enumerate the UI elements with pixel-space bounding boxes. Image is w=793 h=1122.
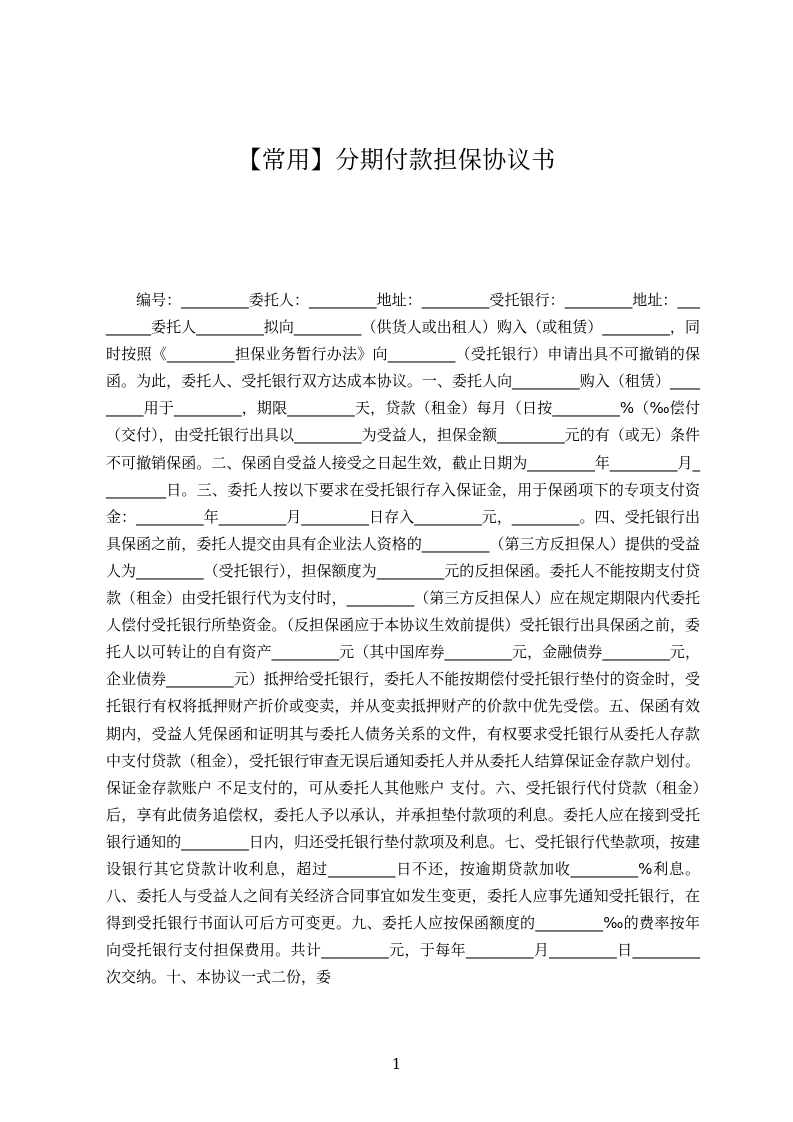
document-title: 【常用】分期付款担保协议书 [237, 146, 556, 174]
page-number: 1 [391, 1055, 402, 1073]
agreement-body-text: 编号：_________委托人：_________地址：_________受托银行：_________地址：_________委托人_________拟向_________（供货人或出租人）购入（或租赁）_________，同时按照《_________担保业务暂行办法》向_________（受托银行）申请出具不可撤销的保函。为此，委托人、受托银行双方达成本协议。一、委托人向_________购入（租赁）_________用于_________，期限_________天，贷款（租金）每月（日按_________%（‰偿付（交付），由受托银行出具以_________为受益人，担保金额_________元的有（或无）条件不可撤销保函。二、保函自受益人接受之日起生效，截止日期为_________年_________月_________日。三、委托人按以下要求在受托银行存入保证金，用于保函项下的专项支付资金：_________年_________月_________日存入_________元，_________。四、受托银行出具保函之前，委托人提交由具有企业法人资格的_________（第三方反担保人）提供的受益人为_________（受托银行），担保额度为_________元的反担保函。委托人不能按期支付贷款（租金）由受托银行代为支付时，_________（第三方反担保人）应在规定期限内代委托人偿付受托银行所垫资金。（反担保函应于本协议生效前提供）受托银行出具保函之前，委托人以可转让的自有资产_________元（其中国库券_________元，金融债券_________元，企业债券_________元）抵押给受托银行，委托人不能按期偿付受托银行垫付的资金时，受托银行有权将抵押财产折价或变卖，并从变卖抵押财产的价款中优先受偿。五、保函有效期内，受益人凭保函和证明其与委托人债务关系的文件，有权要求受托银行从委托人存款中支付贷款（租金），受托银行审查无误后通知委托人并从委托人结算保证金存款户划付。保证金存款账户 不足支付的，可从委托人其他账户 支付。六、受托银行代付贷款（租金）后，享有此债务追偿权，委托人予以承认，并承担垫付款项的利息。委托人应在接到受托银行通知的_________日内，归还受托银行垫付款项及利息。七、受托银行代垫款项，按建设银行其它贷款计收利息，超过_________日不还，按逾期贷款加收_________%利息。八、委托人与受益人之间有关经济合同事宜如发生变更，委托人应事先通知受托银行，在得到受托银行书面认可后方可变更。九、委托人应按保函额度的_________‰的费率按年向受托银行支付担保费用。共计_________元，于每年_________月_________日_________次交纳。十、本协议一式二份，委 [106, 291, 700, 987]
